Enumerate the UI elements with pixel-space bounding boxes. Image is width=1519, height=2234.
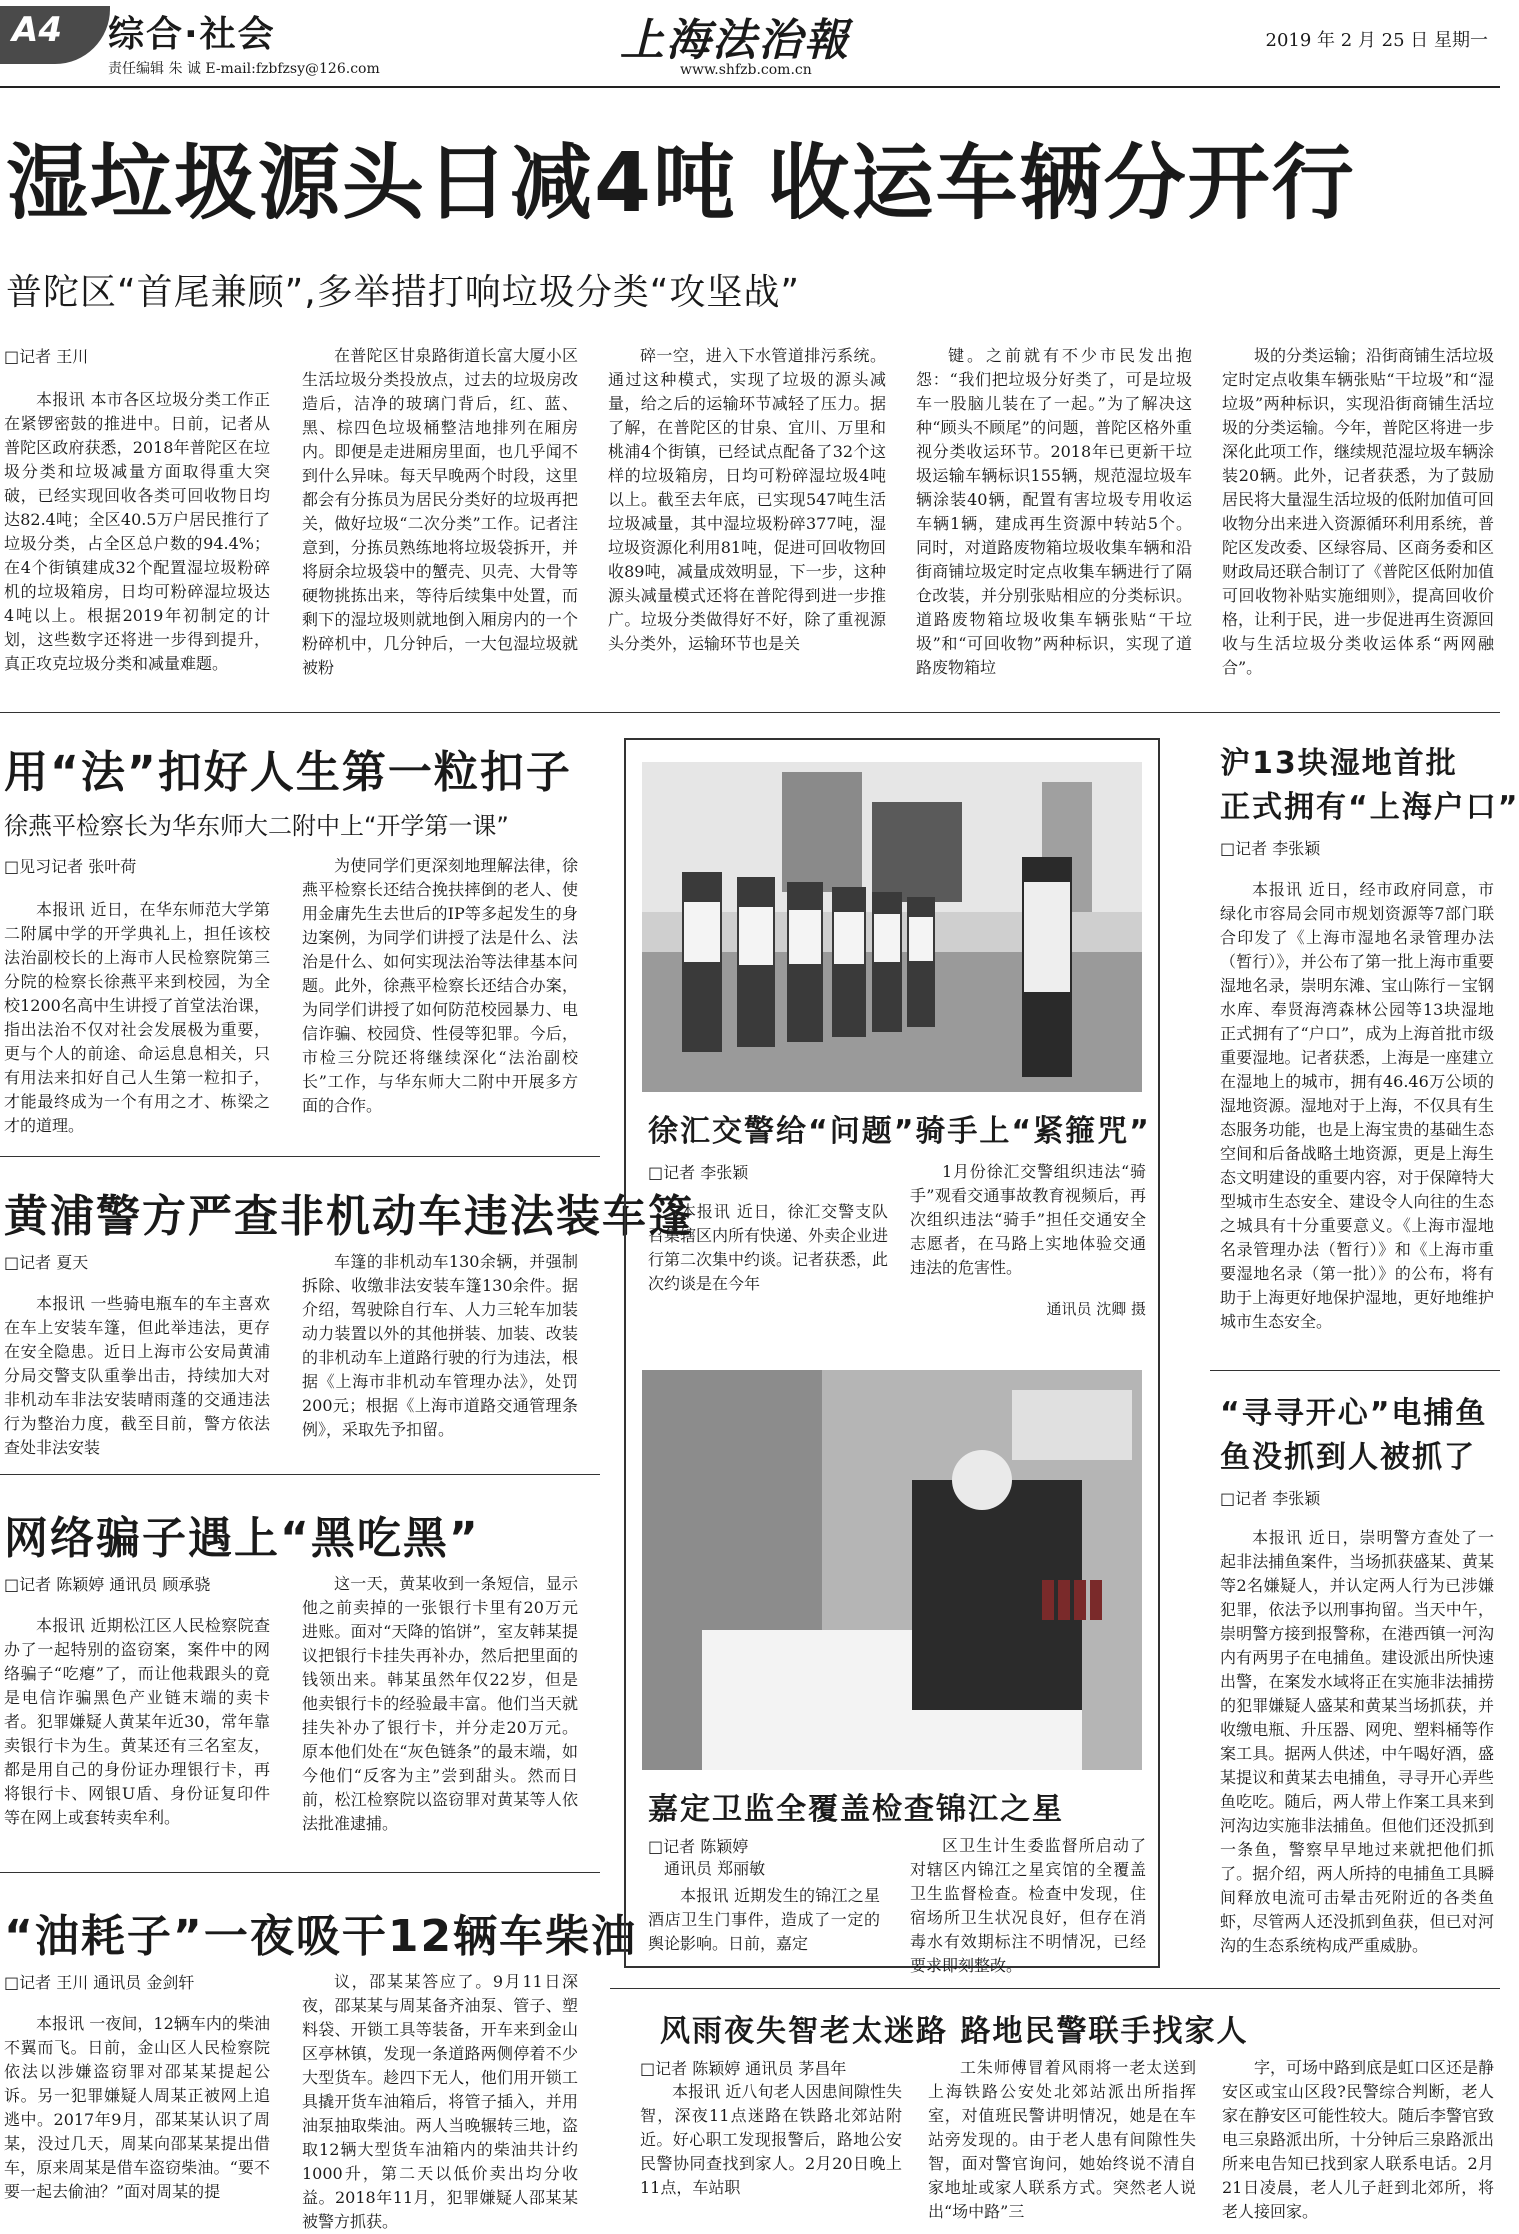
story-elderly-column-3: 字，可场中路到底是虹口区还是静安区或宝山区段?民警综合判断，老人家在静安区可能性较大。随后李警官致电三泉路派出所，十分钟后三泉路派出所来电告知已找到家人联系电话。2月21日凌晨，老人儿子赶到北郊所，将老人接回家。: [1222, 2058, 1495, 2221]
story-law-subtitle: 徐燕平检察长为华东师大二附中上“开学第一课”: [4, 812, 509, 840]
header-rule: [0, 86, 1500, 88]
story-fraud-column-1: 本报讯 近期松江区人民检察院查办了一起特别的盗窃案，案件中的网络骗子“吃瘪”了，而让他栽跟头的竟是电信诈骗黑色产业链末端的卖卡者。犯罪嫌疑人黄某年近30，常年靠卖银行卡为生。黄某还有三名室友，都是用自己的身份证办理银行卡，再将银行卡、网银U盾、身份证复印件等在网上或套转卖牟利。: [4, 1616, 270, 1827]
story-elderly-byline: □记者 陈颖婷 通讯员 茅昌年: [640, 2059, 847, 2078]
story-jiading-title: 嘉定卫监全覆盖检查锦江之星: [648, 1792, 1064, 1827]
section-name: 综合·社会: [108, 14, 276, 55]
story-fraud-byline: □记者 陈颖婷 通讯员 顾承骁: [4, 1575, 211, 1594]
hotel-inspection-photo: [642, 1370, 1142, 1770]
story-wetland-byline: □记者 李张颖: [1220, 839, 1321, 858]
story-wetland-column-1: 本报讯 近日，经市政府同意，市绿化市容局会同市规划资源等7部门联合印发了《上海市湿地名录管理办法（暂行）》，并公布了第一批上海市重要湿地名录，崇明东滩、宝山陈行－宝钢水库、奉贤海湾森林公园等13块湿地正式拥有了“户口”，成为上海首批市级重要湿地。记者获悉，上海是一座建立在湿地上的城市，拥有46.46万公顷的湿地资源。湿地对于上海，不仅具有生态服务功能，也是上海宝贵的基础生态空间和后备战略土地资源，更是上海生态文明建设的重要内容，对于保障特大型城市生态安全、建设令人向往的生态之城具有十分重要意义。《上海市湿地名录管理办法（暂行）》和《上海市重要湿地名录（第一批）》的公布，将有助于上海更好地保护湿地，更好地维护城市生态安全。: [1220, 880, 1494, 1331]
story-jiading-column-2: 区卫生计生委监督所启动了对辖区内锦江之星宾馆的全覆盖卫生监督检查。检查中发现，住宿场所卫生状况良好，但存在消毒水有效期标注不明情况，已经要求即刻整改。: [910, 1836, 1146, 1975]
story-diesel-column-2: 议，邵某某答应了。9月11日深夜，邵某某与周某备齐油泵、管子、塑料袋、开锁工具等装备，开车来到金山区亭林镇，发现一条道路两侧停着不少大型货车。趁四下无人，他们用开锁工具撬开货车油箱后，将管子插入，并用油泵抽取柴油。两人当晚辗转三地，盗取12辆大型货车油箱内的柴油共计约1000升，第二天以低价卖出均分收益。2018年11月，犯罪嫌疑人邵某某被警方抓获。: [302, 1972, 578, 2231]
story-huangpu-byline: □记者 夏天: [4, 1253, 89, 1272]
lead-subhead: 普陀区“首尾兼顾”,多举措打响垃圾分类“攻坚战”: [6, 272, 801, 313]
story-wetland-title-2: 正式拥有“上海户口”: [1220, 790, 1519, 825]
issue-date: 2019 年 2 月 25 日 星期一: [1265, 30, 1488, 51]
story-law-title: 用“法”扣好人生第一粒扣子: [4, 747, 572, 798]
lead-column-5: 圾的分类运输；沿街商铺生活垃圾定时定点收集车辆张贴“干垃圾”和“湿垃圾”两种标识，实现沿街商铺生活垃圾的分类运输。今年，普陀区将进一步深化此项工作，继续规范湿垃圾车辆涂装20辆。此外，记者获悉，为了鼓励居民将大量湿生活垃圾的低附加值可回收物分出来进入资源循环利用系统，普陀区发改委、区绿容局、区商务委和区财政局还联合制订了《普陀区低附加值可回收物补贴实施细则》，提高回收价格，让利于民，进一步促进再生资源回收与生活垃圾分类收运体系“两网融合”。: [1222, 346, 1495, 677]
story-jiading-byline-2: 通讯员 郑丽敏: [664, 1859, 766, 1878]
divider: [1210, 1370, 1500, 1371]
lead-column-4: 键。之前就有不少市民发出抱怨：“我们把垃圾分好类了，可是垃圾车一股脑儿装在了一起。”为了解决这种“顾头不顾尾”的问题，普陀区格外重视分类收运环节。2018年已更新干垃圾运输车辆标识155辆，规范湿垃圾车辆涂装40辆，配置有害垃圾专用收运车辆1辆，建成再生资源中转站5个。同时，对道路废物箱垃圾收集车辆和沿街商铺垃圾定时定点收集车辆进行了隔仓改装，并分别张贴相应的分类标识。道路废物箱垃圾收集车辆张贴“干垃圾”和“可回收物”两种标识，实现了道路废物箱垃: [916, 346, 1192, 677]
story-fraud-title: 网络骗子遇上“黑吃黑”: [4, 1513, 480, 1564]
story-diesel-column-1: 本报讯 一夜间，12辆车内的柴油不翼而飞。日前，金山区人民检察院依法以涉嫌盗窃罪对邵某某提起公诉。另一犯罪嫌疑人周某正被网上追逃中。2017年9月，邵某某认识了周某，没过几天，周某向邵某某提出借车，原来周某是借车盗窃柴油。“要不要一起去偷油？”面对周某的提: [4, 2014, 270, 2201]
story-wetland-title-1: 沪13块湿地首批: [1220, 746, 1458, 781]
newspaper-masthead: 上海法治報: [620, 15, 850, 66]
divider: [0, 712, 1500, 713]
divider: [0, 1474, 600, 1475]
story-fish-column-1: 本报讯 近日，崇明警方查处了一起非法捕鱼案件，当场抓获盛某、黄某等2名嫌疑人，并认定两人行为已涉嫌犯罪，依法予以刑事拘留。当天中午，崇明警方接到报警称，在港西镇一河沟内有两男子在电捕鱼。建设派出所快速出警，在案发水域将正在实施非法捕捞的犯罪嫌疑人盛某和黄某当场抓获，并收缴电瓶、升压器、网兜、塑料桶等作案工具。据两人供述，中午喝好酒，盛某提议和黄某去电捕鱼，寻寻开心弄些鱼吃吃。随后，两人带上作案工具来到河沟边实施非法捕鱼。但他们还没抓到一条鱼，警察早早地过来就把他们抓了。据介绍，两人所持的电捕鱼工具瞬间释放电流可击晕击死附近的各类鱼虾，尽管两人还没抓到鱼获，但已对河沟的生态系统构成严重威胁。: [1220, 1528, 1494, 1955]
story-xuhui-column-1: 本报讯 近日，徐汇交警支队召集辖区内所有快递、外卖企业进行第二次集中约谈。记者获悉，此次约谈是在今年: [648, 1202, 889, 1293]
lead-byline: □记者 王川: [4, 347, 89, 366]
lead-column-3: 碎一空，进入下水管道排污系统。通过这种模式，实现了垃圾的源头减量，给之后的运输环节减轻了压力。据了解，在普陀区的甘泉、宜川、万里和桃浦4个街镇，已经试点配备了32个这样的垃圾箱房，日均可粉碎湿垃圾4吨以上。截至去年底，已实现547吨生活垃圾减量，其中湿垃圾粉碎377吨，湿垃圾资源化利用81吨，促进可回收物回收89吨，减量成效明显，下一步，这种源头减量模式还将在普陀得到进一步推广。垃圾分类做得好不好，除了重视源头分类外，运输环节也是关: [608, 346, 886, 653]
editor-info: 责任编辑 朱 诚 E-mail:fzbfzsy@126.com: [108, 61, 380, 77]
story-huangpu-column-2: 车篷的非机动车130余辆，并强制拆除、收缴非法安装车篷130余件。据介绍，驾驶除自行车、人力三轮车加装动力装置以外的其他拼装、加装、改装的非机动车上道路行驶的行为违法，根据《上海市非机动车管理办法》，处罚200元；根据《上海市道路交通管理条例》，采取先予扣留。: [302, 1252, 578, 1439]
lead-column-1: 本报讯 本市各区垃圾分类工作正在紧锣密鼓的推进中。日前，记者从普陀区政府获悉，2018年普陀区在垃圾分类和垃圾减量方面取得重大突破，已经实现回收各类可回收物日均达82.4吨；全区40.5万户居民推行了垃圾分类，占全区总户数的94.4%；在4个街镇建成32个配置湿垃圾粉碎机的垃圾箱房，日均可粉碎湿垃圾达4吨以上。根据2019年初制定的计划，这些数字还将进一步得到提升，真正攻克垃圾分类和减量难题。: [4, 390, 270, 673]
lead-headline: 湿垃圾源头日减4吨 收运车辆分开行: [6, 136, 1356, 231]
story-law-byline: □见习记者 张叶荷: [4, 857, 137, 876]
story-jiading-column-1: 本报讯 近期发生的锦江之星酒店卫生门事件，造成了一定的舆论影响。日前，嘉定: [648, 1886, 880, 1953]
traffic-police-photo: [642, 762, 1142, 1092]
divider: [610, 1988, 1500, 1989]
story-law-column-2: 为使同学们更深刻地理解法律，徐燕平检察长还结合挽扶摔倒的老人、使用金庸先生去世后的IP等多起发生的身边案例，为同学们讲授了法是什么、法治是什么、如何实现法治等法律基本问题。此外，徐燕平检察长还结合办案，为同学们讲授了如何防范校园暴力、电信诈骗、校园贷、性侵等犯罪。今后，市检三分院还将继续深化“法治副校长”工作，与华东师大二附中开展多方面的合作。: [302, 856, 578, 1115]
divider: [0, 1156, 600, 1157]
lead-column-2: 在普陀区甘泉路街道长富大厦小区生活垃圾分类投放点，过去的垃圾房改造后，洁净的玻璃门背后，红、蓝、黑、棕四色垃圾桶整洁地排列在厢房内。即便是走进厢房里面，也几乎闻不到什么异味。每天早晚两个时段，这里都会有分拣员为居民分类好的垃圾再把关，做好垃圾“二次分类”工作。记者注意到，分拣员熟练地将垃圾袋拆开，并将厨余垃圾袋中的蟹壳、贝壳、大骨等硬物挑拣出来，等待后续集中处置，而剩下的湿垃圾则就地倒入厢房内的一个粉碎机中，几分钟后，一大包湿垃圾就被粉: [302, 346, 578, 677]
story-xuhui-column-2: 1月份徐汇交警组织违法“骑手”观看交通事故教育视频后，再次组织违法“骑手”担任交通安全志愿者，在马路上实地体验交通违法的危害性。: [910, 1162, 1146, 1277]
story-huangpu-column-1: 本报讯 一些骑电瓶车的车主喜欢在车上安装车篷，但此举违法，更存在安全隐患。近日上海市公安局黄浦分局交警支队重拳出击，持续加大对非机动车非法安装晴雨蓬的交通违法行为整治力度，截至目前，警方依法查处非法安装: [4, 1294, 270, 1457]
story-elderly-column-1: 本报讯 近八旬老人因患间隙性失智，深夜11点迷路在铁路北郊站附近。好心职工发现报警后，路地公安民警协同查找到家人。2月20日晚上11点，车站职: [640, 2082, 902, 2197]
story-fish-title-2: 鱼没抓到人被抓了: [1220, 1440, 1476, 1475]
story-elderly-title: 风雨夜失智老太迷路 路地民警联手找家人: [660, 2014, 1249, 2049]
page-number: A4: [12, 10, 62, 50]
story-fish-byline: □记者 李张颖: [1220, 1489, 1321, 1508]
story-fish-title-1: “寻寻开心”电捕鱼: [1220, 1396, 1488, 1431]
story-law-column-1: 本报讯 近日，在华东师范大学第二附属中学的开学典礼上，担任该校法治副校长的上海市人民检察院第三分院的检察长徐燕平来到校园，为全校1200名高中生讲授了首堂法治课，指出法治不仅对社会发展极为重要，更与个人的前途、命运息息相关，只有用法来扣好自己人生第一粒扣子，才能最终成为一个有用之才、栋梁之才的道理。: [4, 900, 270, 1135]
page-number-badge: [0, 6, 110, 64]
story-elderly-column-2: 工朱师傅冒着风雨将一老太送到上海铁路公安处北郊站派出所指挥室，对值班民警讲明情况，她是在车站旁发现的。由于老人患有间隙性失智，面对警官询问，她始终说不清自家地址或家人联系方式。突然老人说出“场中路”三: [928, 2058, 1196, 2221]
story-diesel-title: “油耗子”一夜吸干12辆车柴油: [4, 1911, 638, 1962]
story-diesel-byline: □记者 王川 通讯员 金剑轩: [4, 1973, 195, 1992]
photo-credit: 通讯员 沈卿 摄: [1046, 1300, 1146, 1318]
story-jiading-byline: □记者 陈颖婷: [648, 1837, 749, 1856]
story-xuhui-title: 徐汇交警给“问题”骑手上“紧箍咒”: [648, 1114, 1151, 1149]
website-link[interactable]: www.shfzb.com.cn: [680, 62, 812, 78]
divider: [0, 1872, 600, 1873]
story-huangpu-title: 黄浦警方严查非机动车违法装车篷: [4, 1191, 694, 1242]
story-xuhui-byline: □记者 李张颖: [648, 1163, 749, 1182]
story-fraud-column-2: 这一天，黄某收到一条短信，显示他之前卖掉的一张银行卡里有20万元进账。面对“天降的馅饼”，室友韩某提议把银行卡挂失再补办，然后把里面的钱领出来。韩某虽然年仅22岁，但是他卖银行卡的经验最丰富。他们当天就挂失补办了银行卡，并分走20万元。原本他们处在“灰色链条”的最末端，如今他们“反客为主”尝到甜头。然而日前，松江检察院以盗窃罪对黄某等人依法批准逮捕。: [302, 1574, 578, 1833]
